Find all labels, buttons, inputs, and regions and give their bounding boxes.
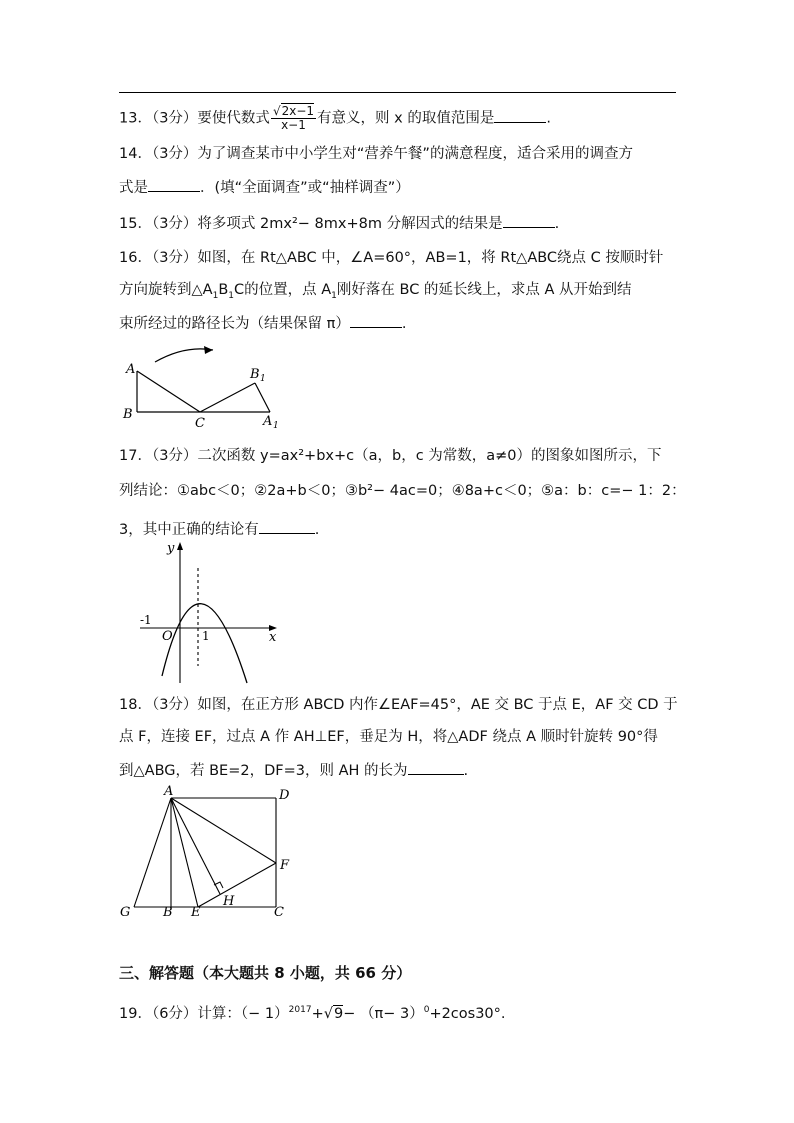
- q16-l2-a: 方向旋转到△A: [119, 282, 213, 298]
- q13-text: 有意义，则 x 的取值范围是: [317, 110, 495, 127]
- q16-l2-sub1: 1: [212, 290, 219, 301]
- q19-c: − （π− 3）: [343, 1005, 424, 1022]
- q14-text-b: ．(填“全面调查”或“抽样调查”）: [200, 180, 410, 196]
- question-14-line2: [119, 176, 410, 198]
- question-18-line2: 点 F，连接 EF，过点 A 作 AH⊥EF，垂足为 H，将△ADF 绕点 A 顺时针旋转 90°得: [119, 729, 658, 745]
- label-F: F: [280, 858, 290, 873]
- q19-b: +: [311, 1005, 324, 1022]
- answer-blank-15[interactable]: [503, 212, 555, 228]
- q17-text: 3，其中正确的结论有: [119, 522, 259, 538]
- answer-blank-18[interactable]: [408, 759, 464, 775]
- q14-text-a: 式是: [119, 180, 148, 196]
- q16-figure: [115, 340, 285, 432]
- q13-frac-den: x−1: [281, 118, 306, 132]
- label-x: x: [269, 630, 277, 645]
- q17-end: .: [314, 522, 320, 538]
- label-B: B: [163, 905, 173, 920]
- question-19: 19．（6分）计算：（− $1)^{2017}+√9- (\pi- 3)^0+2\cos 30^\circ$.: [119, 1005, 506, 1022]
- label-B1: B: [250, 367, 260, 382]
- q18-end: .: [463, 763, 469, 779]
- label-A1: A: [263, 414, 273, 429]
- q15-end: .: [554, 216, 560, 232]
- question-18-line3: [119, 759, 468, 781]
- q19-a: 19．（6分）计算：（− 1）: [119, 1005, 289, 1022]
- label-A: A: [126, 362, 136, 377]
- parabola: [162, 604, 247, 683]
- q13-fraction: $\frac{√2x-1}{x-1}$: [272, 104, 315, 132]
- q16-end: .: [401, 316, 407, 332]
- q13-frac-num: 2x−1: [281, 104, 315, 118]
- question-16-line1: 16．（3分）如图，在 Rt△ABC 中，∠A=60°，AB=1，将 Rt△ABC绕点 C 按顺时针: [119, 250, 664, 266]
- label-H: H: [223, 894, 235, 909]
- question-18-line1: 18．（3分）如图，在正方形 ABCD 内作∠EAF=45°，AE 交 BC 于点 E，AF 交 CD 于: [119, 697, 678, 713]
- label-neg1: -1: [140, 613, 152, 627]
- question-15: [119, 212, 559, 234]
- question-14-line1: 14．（3分）为了调查某市中小学生对“营养午餐”的满意程度，适合采用的调查方: [119, 146, 633, 162]
- q19-exp2: 0: [423, 1005, 430, 1015]
- section-heading-3: 三、解答题（本大题共 8 小题，共 66 分）: [119, 964, 412, 982]
- q16-l2-sub2: 1: [228, 290, 234, 301]
- q19-exp1: 2017: [288, 1005, 312, 1015]
- answer-blank-17[interactable]: [259, 518, 315, 534]
- q18-text: 到△ABG，若 BE=2，DF=3，则 AH 的长为: [119, 763, 408, 779]
- question-13: [119, 105, 551, 132]
- label-C: C: [195, 416, 205, 431]
- question-16-line2: [119, 280, 632, 306]
- label-D: D: [279, 788, 290, 803]
- header-rule: [119, 92, 676, 93]
- label-B: B: [123, 407, 133, 422]
- q15-text: 15．（3分）将多项式 2mx²− 8mx+8m 分解因式的结果是: [119, 216, 503, 232]
- answer-blank-13[interactable]: [494, 107, 546, 123]
- label-y: y: [167, 541, 175, 556]
- q18-figure: [112, 782, 297, 922]
- question-17-line3: [119, 518, 319, 540]
- answer-blank-16[interactable]: [350, 312, 402, 328]
- y-arrowhead: [177, 542, 183, 550]
- q19-d: +2cos30°.: [429, 1005, 506, 1022]
- q16-l2-b: B: [218, 282, 229, 298]
- label-A: A: [164, 784, 174, 799]
- label-A1-sub: 1: [273, 421, 279, 431]
- label-E: E: [191, 905, 201, 920]
- question-16-line3: [119, 312, 406, 334]
- q13-prefix: 13．（3分）要使代数式: [119, 110, 270, 127]
- q17-figure: [135, 540, 285, 688]
- answer-blank-14[interactable]: [148, 176, 200, 192]
- rotation-arrowhead: [204, 346, 213, 354]
- label-O: O: [162, 629, 173, 644]
- label-C: C: [274, 905, 284, 920]
- q16-l2-sub3: 1: [331, 290, 337, 301]
- label-B1-sub: 1: [260, 374, 266, 384]
- q13-end: .: [546, 110, 551, 127]
- label-G: G: [120, 905, 131, 920]
- label-1: 1: [202, 629, 210, 643]
- question-17-line1: 17．（3分）二次函数 y=ax²+bx+c（a，b，c 为常数，a≠0）的图象如图所示，下: [119, 448, 662, 464]
- q16-text: 束所经过的路径长为（结果保留 π）: [119, 316, 350, 332]
- q16-l2-c: C的位置，点 A: [234, 282, 332, 298]
- q16-l2-d: 刚好落在 BC 的延长线上，求点 A 从开始到结: [336, 282, 632, 298]
- question-17-line2: 列结论：①abc＜0；②2a+b＜0；③b²− 4ac=0；④8a+c＜0；⑤a：b：c=− 1：2：: [119, 483, 686, 499]
- q19-radicand: 9: [333, 1005, 344, 1022]
